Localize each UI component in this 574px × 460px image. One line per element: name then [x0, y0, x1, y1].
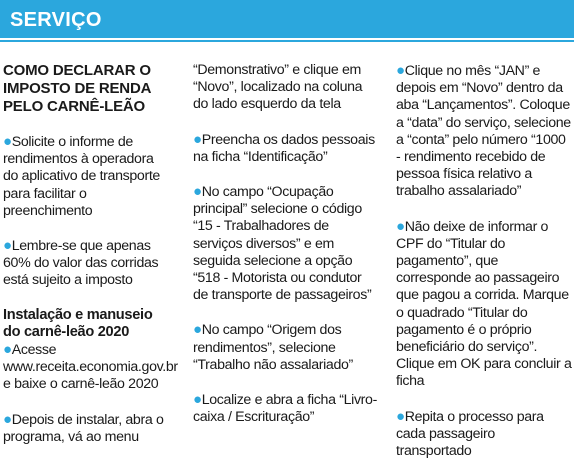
list-item: ●Clique no mês “JAN” e depois em “Novo” dentro da aba “Lançamentos”. Coloque a “data” do serviço, selecione a “conta” pelo número “1000 - rendimento recebido de pessoa física relativo a trabalho assalariado” — [396, 62, 571, 200]
section-subheading: Instalação e manuseio do carnê-leão 2020 — [3, 306, 153, 340]
bullet-icon: ● — [3, 341, 12, 359]
list-item: ●Lembre-se que apenas 60% do valor das corridas está sujeito a imposto — [3, 237, 159, 289]
bullet-icon: ● — [396, 62, 405, 79]
page-title: SERVIÇO — [10, 9, 102, 31]
bullet-icon: ● — [193, 391, 202, 409]
bullet-icon: ● — [3, 410, 12, 428]
list-item: ●No campo “Ocupação principal” selecione o código “15 - Trabalhadores de serviços diversos” e em seguida selecione a opção “518 - Motorista ou condutor de transporte de passageiros” — [193, 183, 372, 304]
column-1 — [3, 62, 178, 446]
list-item: ●No campo “Origem dos rendimentos”, selecione “Trabalho não assalariado” — [193, 321, 353, 373]
list-item: ●Localize e abra a ficha “Livro-caixa / Escrituração” — [193, 391, 377, 426]
bullet-icon: ● — [396, 217, 405, 235]
column-3 — [396, 62, 572, 460]
list-item: ●Acesse www.receita.economia.gov.br e baixe o carnê-leão 2020 — [3, 341, 178, 393]
list-item: ●Repita o processo para cada passageiro transportado — [396, 407, 544, 460]
header-banner — [0, 0, 574, 42]
list-item: ●Não deixe de informar o CPF do “Titular do pagamento”, que corresponde ao passageiro que pagou a corrida. Marque o quadrado “Titular do pagamento é o próprio beneficiário do serviço”. Clique em OK para concluir a ficha — [396, 217, 572, 390]
bullet-icon: ● — [3, 133, 12, 150]
bullet-icon: ● — [3, 237, 12, 255]
bullet-icon: ● — [193, 130, 202, 148]
bullet-icon: ● — [193, 321, 202, 339]
bullet-icon: ● — [396, 407, 405, 425]
section-heading: COMO DECLARAR O IMPOSTO DE RENDA PELO CARNÊ-LEÃO — [3, 62, 151, 115]
list-item: ●Preencha os dados pessoais na ficha “Identificação” — [193, 130, 375, 165]
list-item-continued: “Demonstrativo” e clique em “Novo”, localizado na coluna do lado esquerdo da tela — [193, 62, 363, 113]
list-item: ●Solicite o informe de rendimentos à operadora do aplicativo de transporte para facilitar o preenchimento — [3, 133, 160, 219]
list-item: ●Depois de instalar, abra o programa, vá ao menu — [3, 410, 164, 445]
bullet-icon: ● — [193, 183, 202, 201]
column-2 — [193, 62, 378, 426]
